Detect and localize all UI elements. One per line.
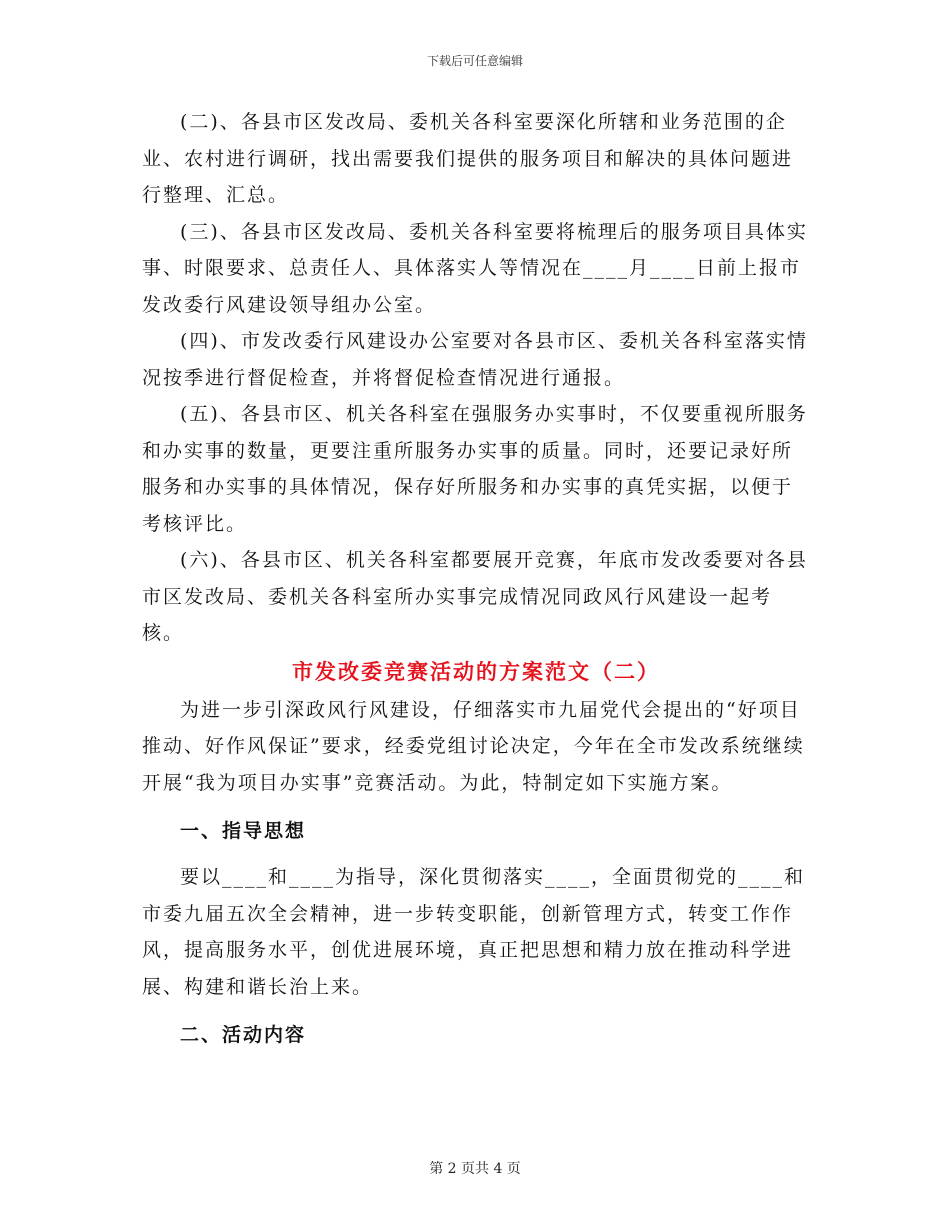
intro-paragraph: 为进一步引深政风行风建设，仔细落实市九届党代会提出的“好项目推动、好作风保证”要求，经委党组讨论决定，今年在全市发改系统继续开展“我为项目办实事”竞赛活动。为此，特制定如下实施方案。 — [142, 698, 805, 794]
paragraph-item-3: (三)、各县市区发改局、委机关各科室要将梳理后的服务项目具体实事、时限要求、总责任人、具体落实人等情况在____月____日前上报市发改委行风建设领导组办公室。 — [142, 220, 808, 316]
paragraph-item-6: (六)、各县市区、机关各科室都要展开竞赛，年底市发改委要对各县市区发改局、委机关各科室所办实事完成情况同政风行风建设一起考核。 — [142, 549, 808, 644]
page-header: 下载后可任意编辑 — [426, 54, 523, 68]
guiding-paragraph: 要以____和____为指导，深化贯彻落实____，全面贯彻党的____和市委九届五次全会精神，进一步转变职能，创新管理方式，转变工作作风，提高服务水平，创优进展环境，真正把思想和精力放在推动科学进展、构建和谐长治上来。 — [142, 866, 806, 998]
page-footer: 第 2 页共 4 页 — [429, 1161, 521, 1177]
paragraph-item-2: (二)、各县市区发改局、委机关各科室要深化所辖和业务范围的企业、农村进行调研，找出需要我们提供的服务项目和解决的具体问题进行整理、汇总。 — [142, 111, 794, 206]
heading-activity-content: 二、活动内容 — [180, 1024, 307, 1046]
document-body — [142, 104, 810, 1063]
paragraph-item-4: (四)、市发改委行风建设办公室要对各县市区、委机关各科室落实情况按季进行督促检查，并将督促检查情况进行通报。 — [142, 330, 808, 389]
section-title: 市发改委竞赛活动的方案范文（二） — [292, 658, 660, 684]
heading-guiding-ideology: 一、指导思想 — [180, 820, 307, 842]
paragraph-item-5: (五)、各县市区、机关各科室在强服务办实事时，不仅要重视所服务和办实事的数量，更要注重所服务办实事的质量。同时，还要记录好所服务和办实事的具体情况，保存好所服务和办实事的真凭实据，以便于考核评比。 — [142, 403, 808, 535]
